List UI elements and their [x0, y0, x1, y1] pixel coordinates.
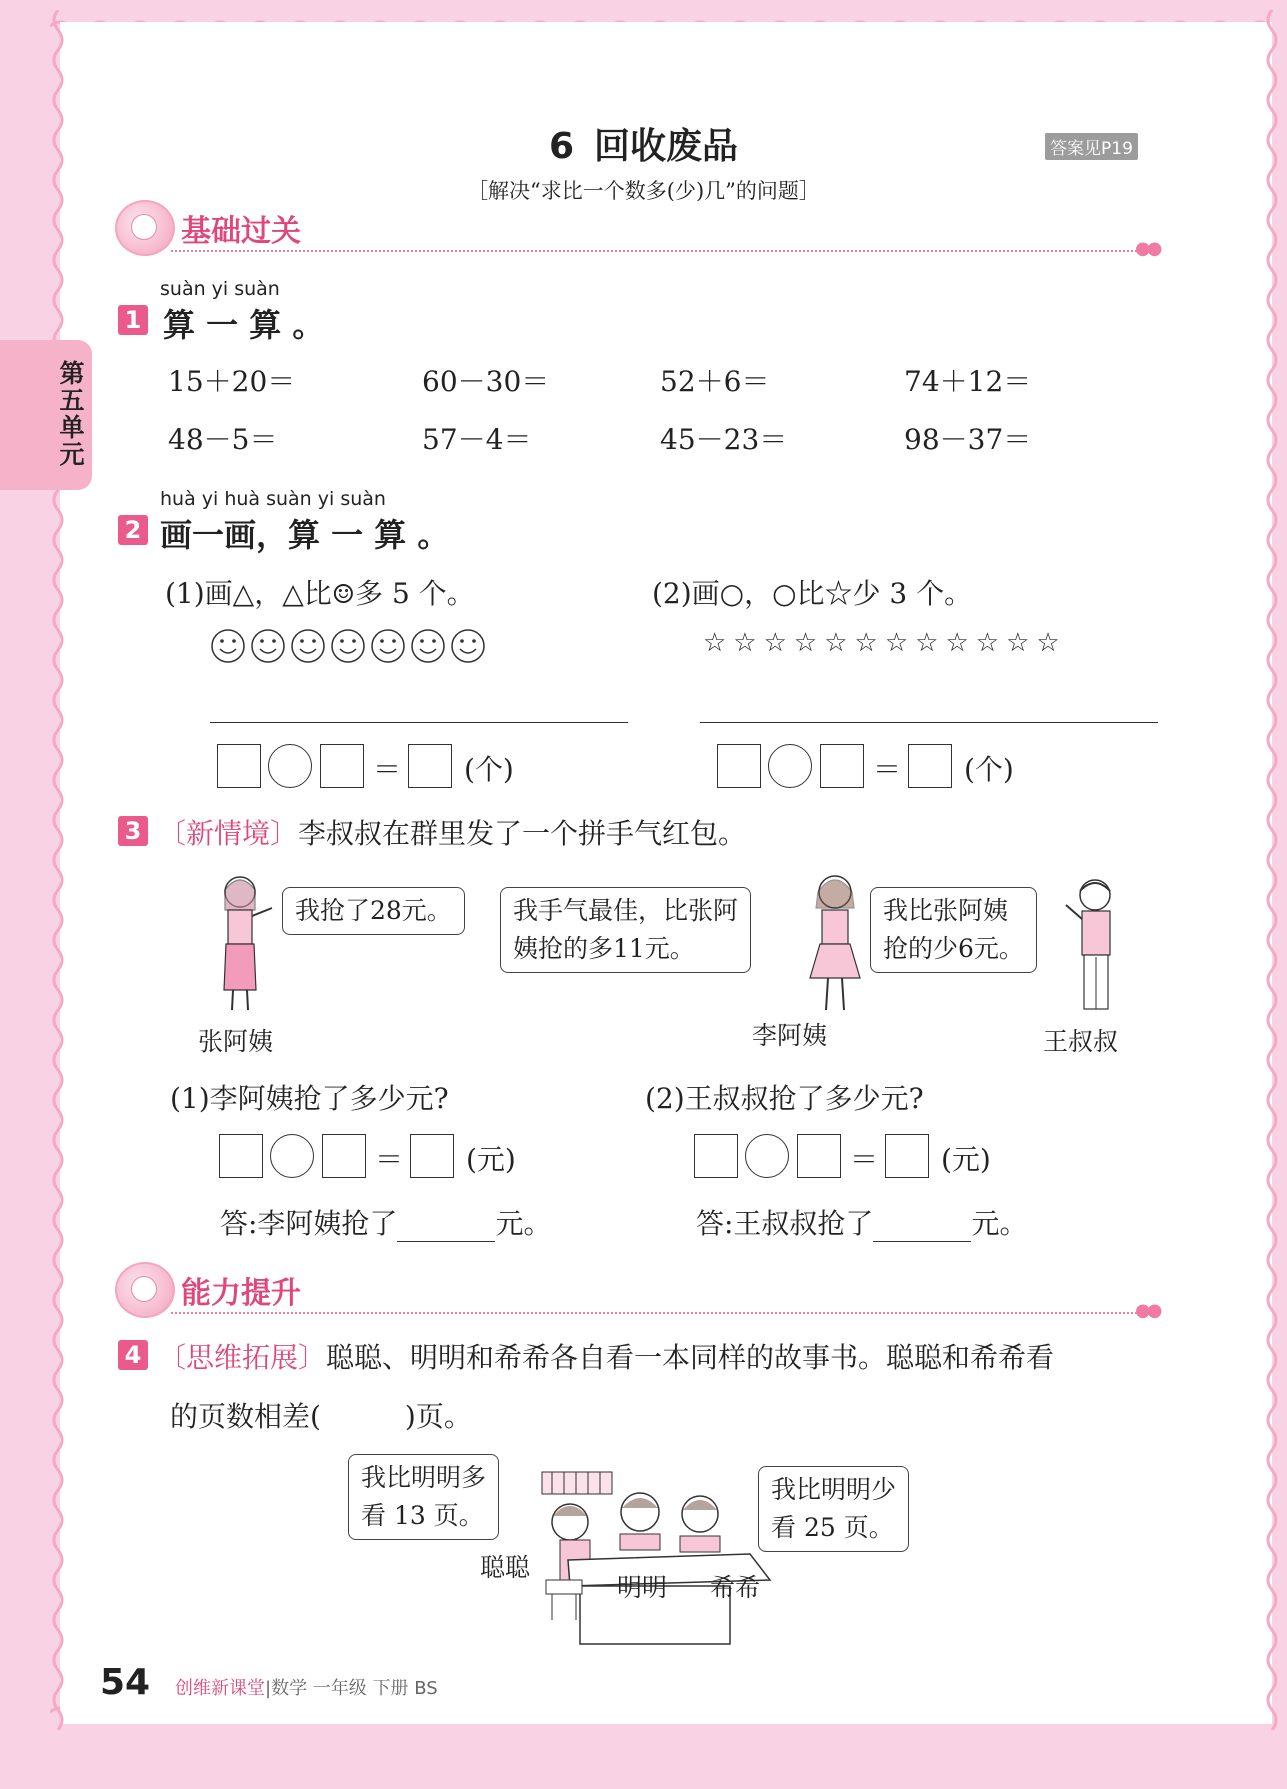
section-basic-title: 基础过关	[181, 214, 301, 249]
operator-circle[interactable]	[768, 744, 812, 788]
equals-sign: ＝	[375, 1143, 404, 1176]
smiley-face-icon	[332, 630, 364, 662]
bubble-line: 我比明明多	[361, 1463, 487, 1492]
bubble-line: 我比张阿姨	[883, 896, 1009, 925]
name-uncle-wang: 王叔叔	[1043, 1027, 1119, 1056]
q1-number: 1	[118, 305, 148, 335]
answer-box[interactable]	[322, 1134, 366, 1178]
speech-bubble-congcong	[348, 1454, 499, 1540]
q1-expression: 48－5＝	[168, 423, 278, 456]
equals-sign: ＝	[373, 753, 402, 786]
answer-box[interactable]	[694, 1134, 738, 1178]
q3-text: 李叔叔在群里发了一个拼手气红包。	[298, 817, 747, 850]
q4-line1: 聪聪、明明和希希各自看一本同样的故事书。聪聪和希希看	[326, 1341, 1055, 1374]
speech-bubble-uncle-wang	[870, 887, 1037, 973]
section-advanced-title: 能力提升	[181, 1276, 301, 1311]
speech-bubble-aunt-li	[500, 887, 751, 973]
name-congcong: 聪聪	[480, 1553, 531, 1582]
answer-box[interactable]	[820, 744, 864, 788]
smiley-face-icon	[252, 630, 284, 662]
answer-box[interactable]	[797, 1134, 841, 1178]
name-aunt-li: 李阿姨	[752, 1021, 828, 1050]
q1-expression: 60－30＝	[422, 365, 550, 398]
unit-side-tab-label: 第五单元	[59, 359, 85, 469]
operator-circle[interactable]	[270, 1134, 314, 1178]
smiley-face-icon	[412, 630, 444, 662]
answer-box[interactable]	[217, 744, 261, 788]
operator-circle[interactable]	[745, 1134, 789, 1178]
q1-expression: 45－23＝	[660, 423, 788, 456]
section-divider	[171, 250, 1141, 252]
decor-dots-icon: ●●	[1135, 238, 1159, 259]
q3-sub2-question: (2)王叔叔抢了多少元?	[645, 1082, 924, 1115]
q2-part1-prompt	[165, 572, 475, 612]
answer-box[interactable]	[408, 744, 452, 788]
answer-box[interactable]	[320, 744, 364, 788]
section-advanced	[115, 1262, 1165, 1322]
lesson-number: 6	[548, 126, 575, 167]
answer-prefix: 答:李阿姨抢了	[220, 1207, 398, 1240]
name-xixi: 希希	[710, 1573, 761, 1602]
answer-suffix: 元。	[495, 1207, 552, 1240]
name-aunt-zhang: 张阿姨	[198, 1027, 274, 1056]
q1-expression: 52＋6＝	[660, 365, 770, 398]
smiley-row	[208, 625, 498, 667]
speech-bubble-aunt-zhang: 我抢了28元。	[282, 887, 465, 935]
q2-part2-prompt: (2)画○，○比☆少 3 个。	[652, 577, 973, 610]
smiley-icon: ☺	[331, 580, 356, 610]
bubble-line: 看 25 页。	[771, 1513, 894, 1542]
q1-expression: 57－4＝	[422, 423, 532, 456]
answer-box[interactable]	[410, 1134, 454, 1178]
section-divider	[171, 1312, 1141, 1314]
q1-expression: 15＋20＝	[168, 365, 296, 398]
aunt-li-figure	[790, 870, 880, 1020]
lesson-subtitle: ［解决“求比一个数多(少)几”的问题］	[467, 179, 820, 203]
uncle-wang-figure	[1060, 875, 1130, 1020]
q2-number: 2	[118, 515, 148, 545]
decor-dots-icon: ●●	[1135, 1300, 1159, 1321]
operator-circle[interactable]	[268, 744, 312, 788]
unit-label: (元)	[941, 1143, 991, 1176]
q4-prompt-line1	[158, 1336, 1054, 1376]
unit-label: (元)	[466, 1143, 516, 1176]
q2-pinyin: huà yi huà suàn yi suàn	[160, 488, 386, 510]
q1-title: 算 一 算 。	[163, 306, 325, 344]
answer-reference-badge: 答案见P19	[1045, 133, 1138, 160]
q2-part1-prompt-a: (1)画△，△比	[165, 577, 332, 610]
answer-blank[interactable]	[397, 1215, 495, 1242]
answer-suffix: 元。	[971, 1207, 1028, 1240]
smiley-face-icon	[292, 630, 324, 662]
q3-sub2-answer	[696, 1202, 1027, 1242]
q2-title: 画一画，算 一 算 。	[160, 516, 450, 554]
q3-sub1-answer	[220, 1202, 551, 1242]
q1-expression: 98－37＝	[904, 423, 1032, 456]
name-mingming: 明明	[617, 1573, 668, 1602]
cartoon-head-icon	[115, 1262, 175, 1318]
q3-number: 3	[118, 816, 148, 846]
q2-part2-draw-line[interactable]	[700, 722, 1158, 723]
bubble-line: 姨抢的多11元。	[513, 934, 695, 963]
q4-number: 4	[118, 1340, 148, 1370]
answer-prefix: 答:王叔叔抢了	[696, 1207, 874, 1240]
wavy-border-left	[48, 10, 68, 1730]
q1-expression: 74＋12＝	[904, 365, 1032, 398]
footer-course: |数学 一年级 下册 BS	[265, 1678, 438, 1699]
q1-pinyin: suàn yi suàn	[160, 278, 280, 300]
smiley-face-icon	[212, 630, 244, 662]
bubble-line: 抢的少6元。	[883, 934, 1024, 963]
children-reading-illustration	[540, 1470, 780, 1650]
q3-sub1-question: (1)李阿姨抢了多少元?	[170, 1082, 449, 1115]
bubble-line: 看 13 页。	[361, 1501, 484, 1530]
aunt-zhang-figure	[200, 870, 280, 1020]
lesson-title-text: 回收废品	[594, 126, 739, 167]
bubble-line: 我比明明少	[771, 1475, 897, 1504]
unit-label: (个)	[964, 753, 1014, 786]
smiley-face-icon	[452, 630, 484, 662]
q2-part1-draw-line[interactable]	[210, 722, 628, 723]
q3-tag: 〔新情境〕	[158, 817, 299, 850]
answer-box[interactable]	[219, 1134, 263, 1178]
speech-bubble-xixi	[758, 1466, 909, 1552]
wavy-border-right	[1262, 10, 1282, 1730]
footer-brand: 创维新课堂	[175, 1678, 265, 1699]
q4-prompt-line2[interactable]: 的页数相差( )页。	[170, 1400, 472, 1433]
q3-prompt	[158, 812, 746, 852]
answer-box[interactable]	[908, 744, 952, 788]
section-basic	[115, 200, 1165, 260]
star-row: ☆☆☆☆☆☆☆☆☆☆☆☆	[703, 628, 1067, 658]
footer-info	[175, 1674, 438, 1700]
page-number: 54	[100, 1662, 151, 1703]
q2-part1-prompt-b: 多 5 个。	[355, 577, 475, 610]
equals-sign: ＝	[850, 1143, 879, 1176]
q4-tag: 〔思维拓展〕	[158, 1341, 327, 1374]
cartoon-head-icon	[115, 200, 175, 256]
smiley-face-icon	[372, 630, 404, 662]
unit-label: (个)	[464, 753, 514, 786]
answer-box[interactable]	[885, 1134, 929, 1178]
answer-blank[interactable]	[873, 1215, 971, 1242]
bubble-line: 我手气最佳，比张阿	[513, 896, 739, 925]
equals-sign: ＝	[873, 753, 902, 786]
answer-box[interactable]	[717, 744, 761, 788]
